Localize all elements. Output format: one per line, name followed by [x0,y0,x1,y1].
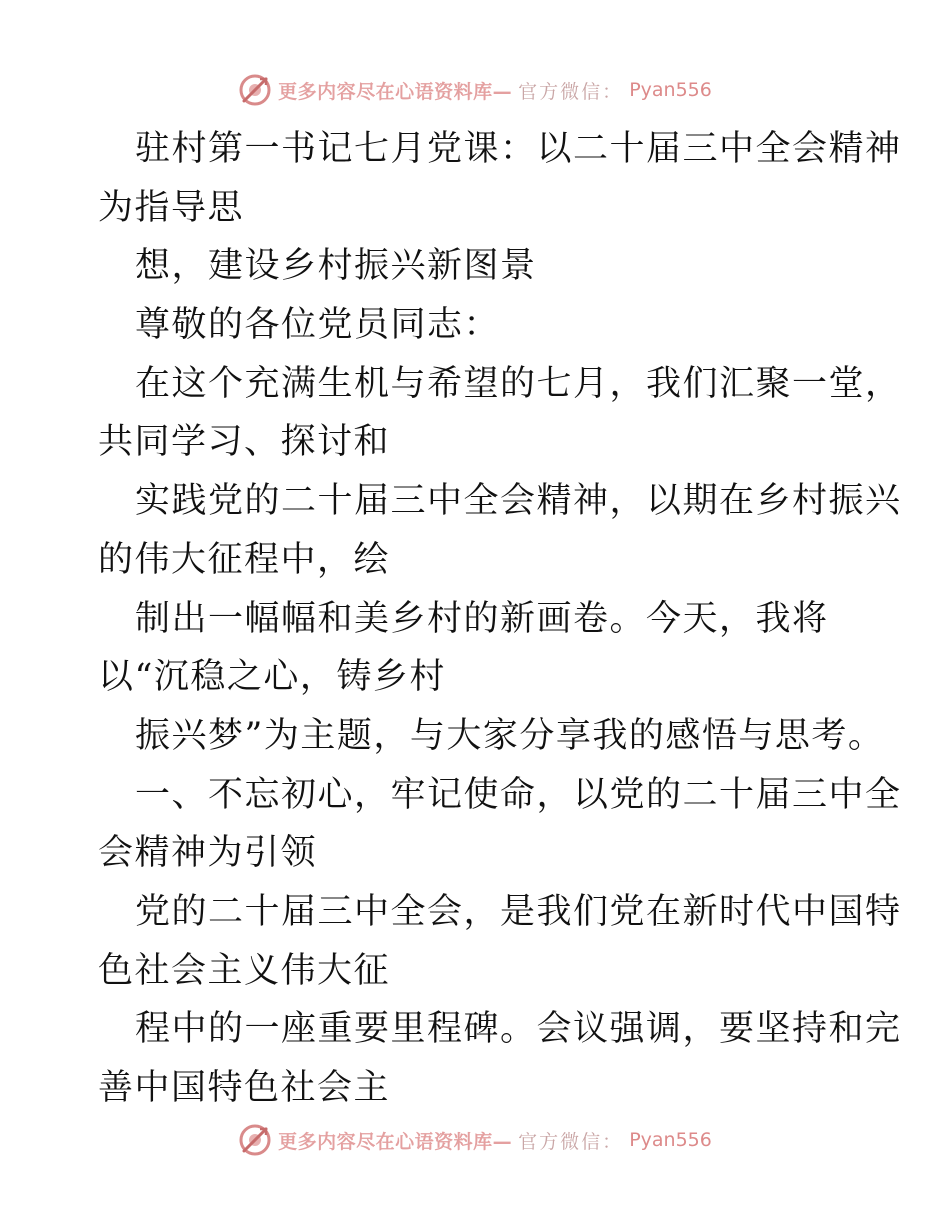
document-body [98,120,902,1118]
brand-logo-icon [238,73,272,107]
text-line: 共同学习、探讨和 [98,422,391,463]
text-line: 一、不忘初心，牢记使命，以党的二十届三中全 [135,774,902,815]
text-line: 制出一幅幅和美乡村的新画卷。今天，我将 [135,598,829,639]
text-line: 为指导思 [98,187,245,228]
watermark-official: 官方微信： [518,80,624,103]
watermark-header [0,70,950,110]
text-line: 尊敬的各位党员同志： [135,305,501,346]
brand-logo-icon [238,1123,272,1157]
text-line: 以“沉稳之心，铸乡村 [98,657,446,698]
watermark-text-cn: 更多内容尽在心语资料库— [278,1130,513,1153]
text-line: 想，建设乡村振兴新图景 [135,246,537,287]
watermark-official: 官方微信： [518,1130,624,1153]
text-line: 驻村第一书记七月党课：以二十届三中全会精神 [135,129,902,169]
text-line: 的伟大征程中，绘 [98,539,391,580]
watermark-id: Pyan556 [629,1129,712,1151]
text-line: 在这个充满生机与希望的七月，我们汇聚一堂， [135,363,902,404]
text-line: 会精神为引领 [98,833,318,874]
text-line: 善中国特色社会主 [98,1068,391,1108]
text-line: 色社会主义伟大征 [98,950,391,991]
text-line: 程中的一座重要里程碑。会议强调，要坚持和完 [135,1009,902,1050]
text-line: 实践党的二十届三中全会精神，以期在乡村振兴 [135,481,902,522]
watermark-footer [0,1120,950,1160]
text-line: 振兴梦”为主题，与大家分享我的感悟与思考。 [135,715,885,756]
text-line: 党的二十届三中全会，是我们党在新时代中国特 [135,891,902,932]
watermark-id: Pyan556 [629,79,712,101]
watermark-text-cn: 更多内容尽在心语资料库— [278,80,513,103]
